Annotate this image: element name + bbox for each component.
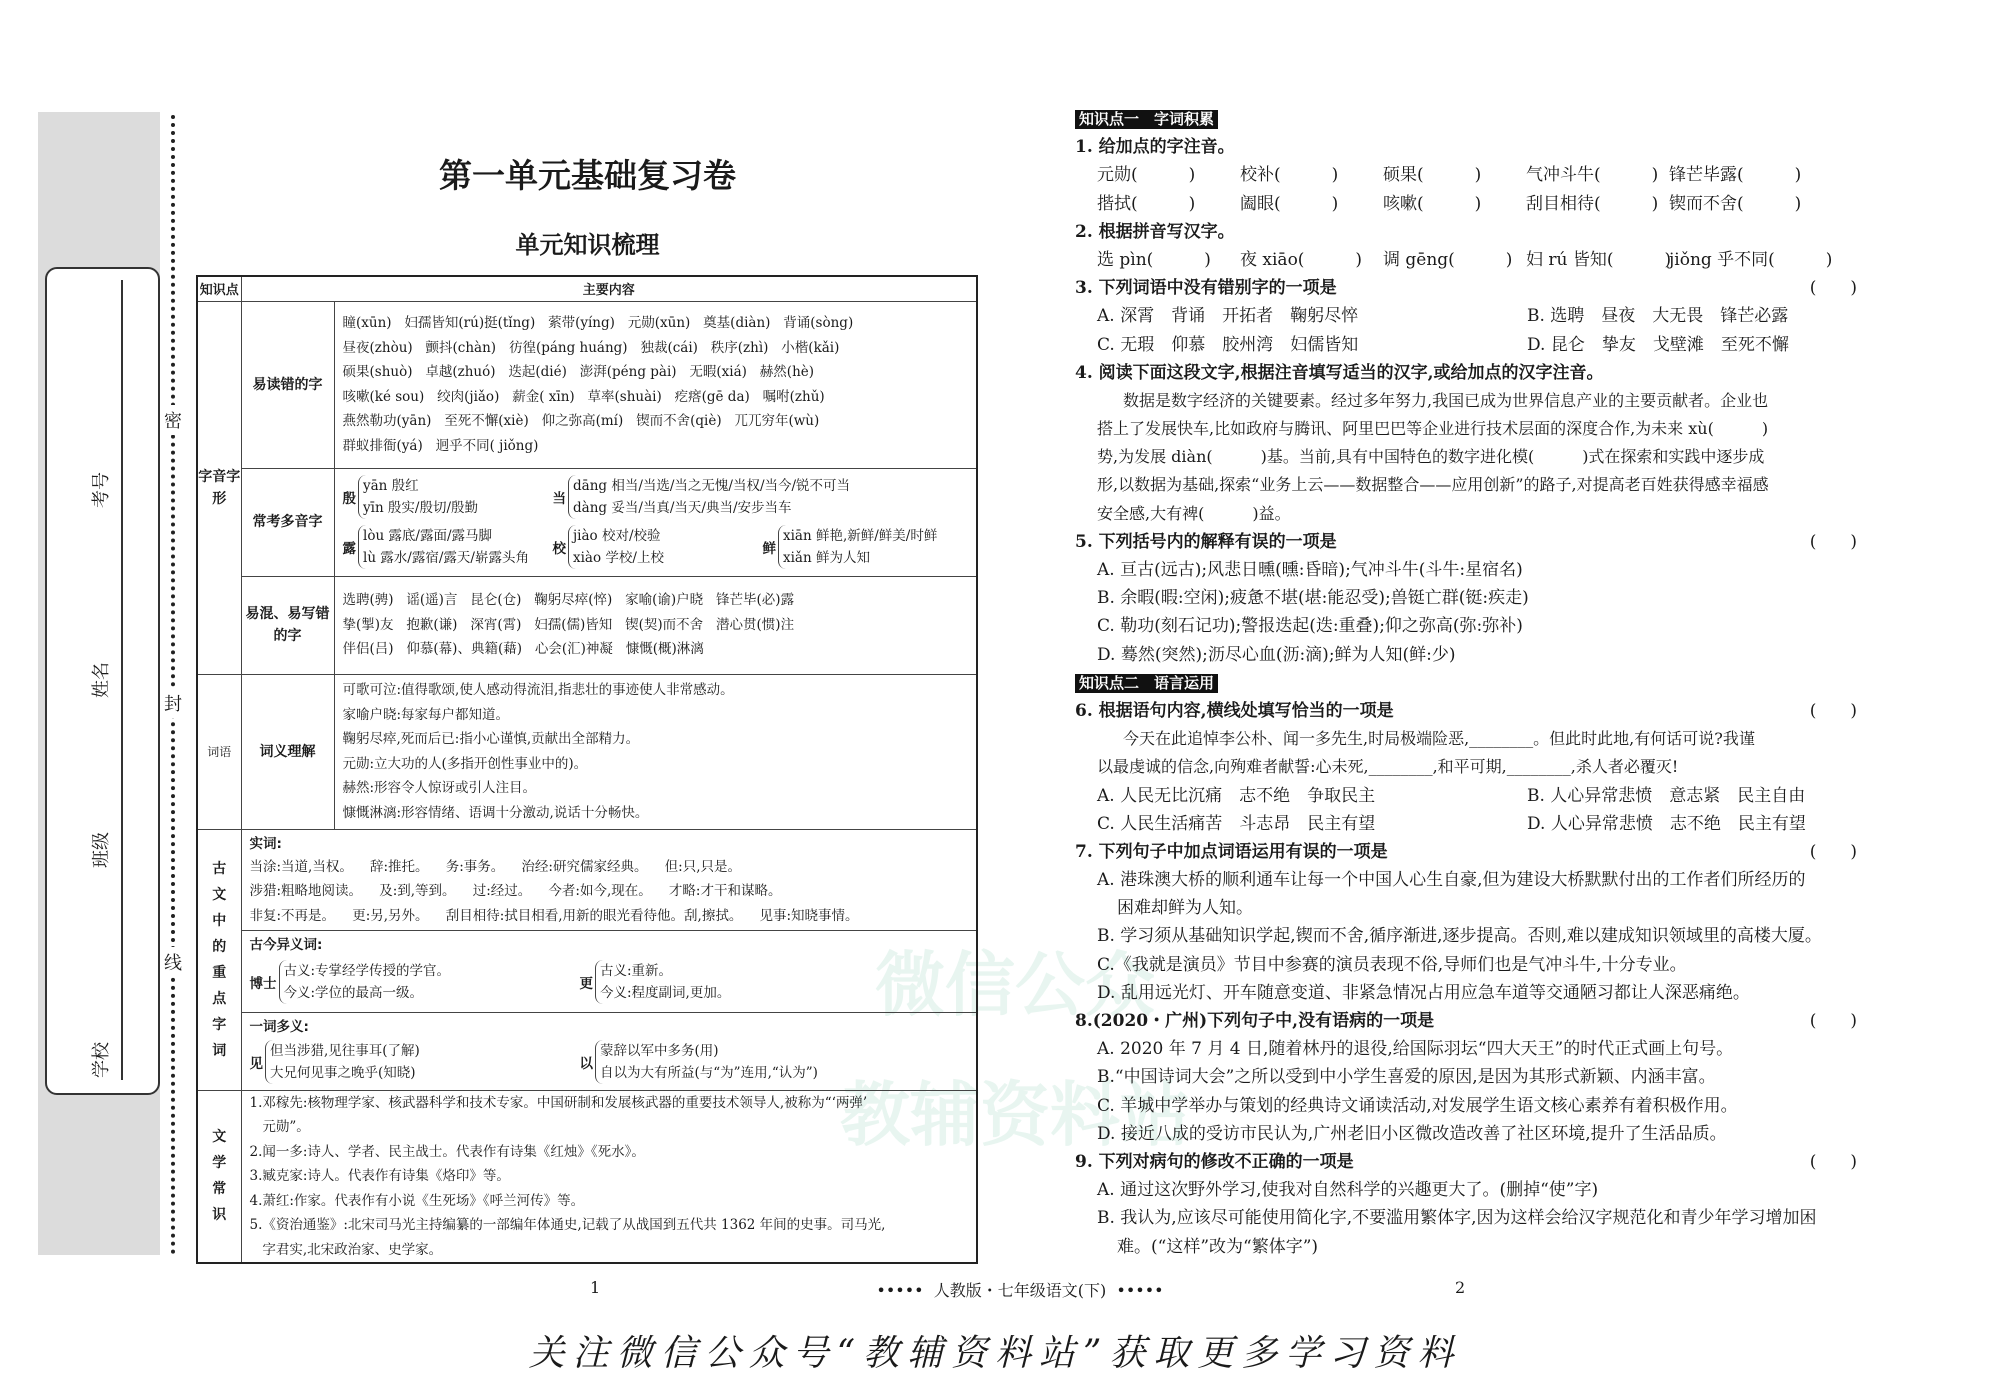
question-text: 7. 下列句子中加点词语运用有误的一项是 [1075,841,1388,862]
question-text: 4. 阅读下面这段文字,根据注音填写适当的汉字,或给加点的汉字注音。 [1075,362,1604,383]
fill-item: 锲而不舍( ) [1669,193,1802,214]
option-row [1075,1233,1865,1261]
text-line: 元勋”。 [249,1119,310,1135]
option-row [1075,951,1865,979]
option-row [1075,782,1865,810]
section-label: 知识点一 字词积累 [1075,110,1218,129]
option: B. 人心异常悲愤 意志紧 民主自由 [1527,785,1806,806]
ciyi-cell [334,674,977,829]
option: D. 蓦然(突然);沥尽心血(沥:滴);鲜为人知(鲜:少) [1097,644,1456,665]
passage-line [1075,500,1865,528]
section-label: 知识点二 语言运用 [1075,674,1218,693]
fill-item: 刮目相待( ) [1526,193,1659,214]
text-line: 赫然:形容令人惊讶或引人注目。 [342,780,537,796]
label-duoyin: 常考多音字 [241,468,334,576]
option: D. 乱用远光灯、开车随意变道、非紧急情况占用应急车道等交通陋习都让人深恶痛绝。 [1097,982,1750,1003]
answer-bracket[interactable]: ( ) [1809,278,1857,299]
text-line: 家喻户晓:每家每户都知道。 [342,706,510,723]
polyphone: 校 jiào 校对/校验 xiào 学校/上校 [545,522,755,572]
passage-text: 形,以数据为基础,探索“业务上云——数据整合——应用创新”的路子,对提高老百姓获得感幸福感 [1097,475,1769,495]
shici-label: 实词: [249,835,282,852]
option: A. 人民无比沉痛 志不绝 争取民主 [1097,785,1376,806]
text-line: 昼夜(zhòu) 颤抖(chàn) 彷徨(páng huáng) 独裁(cái) 秩序(zhì) 小楷(kǎi) [342,339,840,356]
option: B. 余暇(暇:空闲);疲惫不堪(堪:能忍受);兽铤亡群(铤:疾走) [1097,588,1529,609]
option-row [1075,584,1865,612]
text-line: 涉猎:粗略地阅读。 及:到,等到。 过:经过。 今者:如今,现在。 才略:才干和谋略。 [249,883,782,899]
question-text: 6. 根据语句内容,横线处填写恰当的一项是 [1075,700,1394,721]
fill-item: jiǒng 乎不同( ) [1669,249,1833,270]
text-line: 3.臧克家:诗人。代表作有诗集《烙印》等。 [249,1168,510,1184]
polyphone: 鲜 xiān 鲜艳,新鲜/鲜美/时鲜 xiǎn 鲜为人知 [755,522,938,572]
passage-text: 今天在此追悼李公朴、闻一多先生,时局极端险恶,________。但此时此地,有何话可说?我谨 [1123,729,1755,749]
text-line: 可歌可泣:值得歌颂,使人感动得流泪,指悲壮的事迹使人非常感动。 [342,682,734,698]
group-zixing: 字音字形 [197,301,241,674]
question-text: 9. 下列对病句的修改不正确的一项是 [1075,1151,1354,1172]
fill-item: 校补( ) [1240,165,1339,186]
group-guwen: 古文中的重点字词 [197,829,241,1090]
passage-text: 势,为发展 diàn( )基。当前,具有中国特色的数字进化模( )式在探索和实践中逐步成 [1097,447,1765,467]
option: A. 通过这次野外学习,使我对自然科学的兴趣更大了。(删掉“使”字) [1097,1180,1599,1201]
footer-edition: ••••• 人教版・七年级语文(下) ••••• [876,1281,1164,1300]
text-line: 1.邓稼先:核物理学家、核武器科学和技术专家。中国研制和发展核武器的重要技术领导人,被称为“‘两弹’ [249,1094,868,1111]
question-text: 3. 下列词语中没有错别字的一项是 [1075,278,1337,299]
fill-item: 阖眼( ) [1240,193,1339,214]
header-knowledge-point: 知识点 [197,276,241,301]
answer-bracket[interactable]: ( ) [1809,1011,1857,1031]
question-stem [1075,218,1865,246]
yihun-cell [334,576,977,674]
option-row [1075,1035,1865,1063]
seal-char: 密 [164,405,182,435]
option: 困难却鲜为人知。 [1117,898,1253,919]
text-line: 鞠躬尽瘁,死而后已:指小心谨慎,贡献出全部精力。 [342,731,640,747]
option: B.“中国诗词大会”之所以受到中小学生喜爱的原因,是因为其形式新颖、内涵丰富。 [1097,1067,1716,1088]
text-line: 瞳(xūn) 妇孺皆知(rú)挺(tǐng) 萦带(yíng) 元勋(xūn) 奠基(diàn) 背诵(sòng) [342,315,854,331]
question-text: 8.(2020・广州)下列句子中,没有语病的一项是 [1075,1011,1435,1031]
text-line: 当涂:当道,当权。 辞:推托。 务:事务。 治经:研究儒家经典。 但:只,只是。 [249,858,741,875]
polyphone: 殷 yān 殷红 yīn 殷实/殷切/殷勤 [335,472,545,522]
passage-line [1075,753,1865,781]
passage-line [1075,471,1865,499]
duoyi-item: 见 但当涉猎,见往事耳(了解) 大兄何见事之晚乎(知晓) [250,1038,580,1086]
option: C. 无瑕 仰慕 胶州湾 妇儒皆知 [1097,334,1359,355]
question-text: 2. 根据拼音写汉字。 [1075,221,1235,242]
handwritten-promo: 关注微信公众号“教辅资料站”获取更多学习资料 [528,1333,1462,1374]
question-stem [1075,838,1865,866]
fill-item: 气冲斗牛( ) [1526,165,1659,186]
text-line: 慷慨淋漓:形容情绪、语调十分激动,说话十分畅快。 [342,804,649,821]
text-line: 咳嗽(ké sou) 绞肉(jiǎo) 薪金( xīn) 草率(shuài) 疙瘩(gē da) 嘱咐(zhǔ) [342,388,825,405]
fill-row [1075,246,1865,274]
passage-text: 安全感,大有裨( )益。 [1097,503,1291,523]
option-row [1075,894,1865,922]
gujin-item: 博士 古义:专掌经学传授的学官。 今义:学位的最高一级。 [250,956,580,1008]
fill-item: 调 gēng( ) [1383,249,1513,270]
question-text: 5. 下列括号内的解释有误的一项是 [1075,531,1337,552]
polyphone: 当 dāng 相当/当选/当之无愧/当权/当今/锐不可当 dàng 妥当/当真/当天/典当/安步当车 [545,472,851,522]
text-line: 群蚁排衙(yá) 迥乎不同( jiǒng) [342,437,539,454]
answer-bracket[interactable]: ( ) [1809,1151,1857,1172]
passage-line [1075,443,1865,471]
option-row [1075,1092,1865,1120]
duoyin-cell [334,468,977,576]
passage-text: 搭上了发展快车,比如政府与腾讯、阿里巴巴等企业进行技术层面的深度合作,为未来 xù( ) [1097,419,1769,439]
option: B. 我认为,应该尽可能使用简化字,不要滥用繁体字,因为这样会给汉字规范化和青少年学习增加困 [1097,1208,1817,1229]
option-row [1075,1063,1865,1091]
option-row [1075,556,1865,584]
name-label: 姓名 [87,658,113,702]
page-title: 第一单元基础复习卷 [439,156,736,195]
text-line: 字君实,北宋政治家、史学家。 [249,1241,443,1258]
duoyi-item: 以 蒙辞以军中多务(用) 自以为大有所益(与“为”连用,“认为”) [580,1038,818,1086]
text-line: 元勋:立大功的人(多指开创性事业中的)。 [342,755,588,772]
answer-bracket[interactable]: ( ) [1809,531,1857,552]
watermark: 微信公众 教辅资料站 [840,944,1190,1156]
section-tag [1075,105,1865,133]
answer-bracket[interactable]: ( ) [1809,700,1857,721]
knowledge-table [196,275,978,1264]
exam-number-label: 考号 [87,468,113,512]
option: D. 昆仑 挚友 戈壁滩 至死不懈 [1527,334,1789,355]
answer-bracket[interactable]: ( ) [1809,841,1857,862]
yidu-cell [334,301,977,468]
text-line: 非复:不再是。 更:另,另外。 刮目相待:拭目相看,用新的眼光看待他。刮,擦拭。 见事:知晓事情。 [249,907,859,924]
seal-dotted-line [171,115,175,1255]
option: B. 学习须从基础知识学起,锲而不舍,循序渐进,逐步提高。否则,难以建成知识领域里的高楼大厦。 [1097,926,1822,947]
option: D. 接近八成的受访市民认为,广州老旧小区微改造改善了社区环境,提升了生活品质。 [1097,1123,1727,1144]
fill-item: 元勋( ) [1097,165,1196,186]
option-row [1075,922,1865,950]
option-row [1075,331,1865,359]
option-row [1075,302,1865,330]
fill-item: 妇 rú 皆知( ) [1526,249,1672,270]
questions-column [1075,105,1865,1261]
option: 难。(“这样”改为“繁体字”) [1117,1236,1319,1257]
option: A. 深霄 背诵 开拓者 鞠躬尽悴 [1097,306,1359,327]
fill-item: 硕果( ) [1383,165,1482,186]
header-main-content: 主要内容 [241,276,977,301]
section-tag [1075,669,1865,697]
option: B. 选聘 昼夜 大无畏 锋芒必露 [1527,306,1789,327]
question-stem [1075,133,1865,161]
seal-char: 封 [164,688,182,718]
gujin-label: 古今异义词: [249,936,323,953]
option-row [1075,641,1865,669]
option-row [1075,1204,1865,1232]
fill-row [1075,190,1865,218]
fill-item: 夜 xiāo( ) [1240,249,1363,270]
option: C. 人民生活痛苦 斗志昂 民主有望 [1097,813,1376,834]
fill-item: 揩拭( ) [1097,193,1196,214]
passage-line [1075,725,1865,753]
question-stem [1075,528,1865,556]
question-text: 1. 给加点的字注音。 [1075,137,1235,158]
text-line: 选聘(骋) 谣(遥)言 昆仑(仓) 鞠躬尽瘁(悴) 家喻(谕)户晓 锋芒毕(必)露 [342,592,795,609]
option: A. 2020 年 7 月 4 日,随着林丹的退役,给国际羽坛“四大天王”的时代正式画上句号。 [1097,1039,1734,1060]
text-line: 硕果(shuò) 卓越(zhuó) 迭起(dié) 澎湃(péng pài) 无暇(xiá) 赫然(hè) [342,364,815,380]
question-stem [1075,1007,1865,1035]
option: D. 人心异常悲愤 志不绝 民主有望 [1527,813,1806,834]
group-ciyu: 词语 [197,674,241,829]
section-subtitle: 单元知识梳理 [515,230,660,259]
seal-char: 线 [164,947,182,977]
duoyi-label: 一词多义: [249,1018,309,1035]
option-row [1075,979,1865,1007]
fill-row [1075,161,1865,189]
option-row [1075,810,1865,838]
option: A. 亘古(远古);风悲日曛(曛:昏暗);气冲斗牛(斗牛:星宿名) [1097,560,1523,580]
option: C.《我就是演员》节目中参赛的演员表现不俗,导师们也是气冲斗牛,十分专业。 [1097,954,1687,975]
question-stem [1075,1148,1865,1176]
question-stem [1075,697,1865,725]
label-yihun: 易混、易写错的字 [241,576,334,674]
option-row [1075,612,1865,640]
passage-text: 以最虔诚的信念,向殉难者献誓:心未死,________,和平可期,________,杀人者必覆灭! [1097,757,1679,777]
label-yidu: 易读错的字 [241,301,334,468]
wenxue-cell [241,1090,977,1263]
option-row [1075,1120,1865,1148]
passage-line [1075,387,1865,415]
text-line: 燕然勒功(yān) 至死不懈(xiè) 仰之弥高(mí) 锲而不舍(qiè) 兀兀穷年(wù) [342,413,820,429]
passage-line [1075,415,1865,443]
passage-text: 数据是数字经济的关键要素。经过多年努力,我国已成为世界信息产业的主要贡献者。企业也 [1123,390,1769,410]
text-line: 挚(掣)友 抱歉(谦) 深宵(霄) 妇孺(儒)皆知 锲(契)而不舍 潜心贯(惯)注 [342,616,795,633]
page-number-left: 1 [590,1278,601,1297]
question-stem [1075,274,1865,302]
option-row [1075,866,1865,894]
option-row [1075,1176,1865,1204]
text-line: 5.《资治通鉴》:北宋司马光主持编纂的一部编年体通史,记载了从战国到五代共 1362 年间的史事。司马光, [249,1217,886,1233]
text-line: 伴侣(吕) 仰慕(幕)、典籍(藉) 心会(汇)神凝 慷慨(概)淋漓 [342,641,704,658]
gujin-item: 更 古义:重新。 今义:程度副词,更加。 [580,956,731,1008]
fill-item: 咳嗽( ) [1383,193,1482,214]
label-ciyi: 词义理解 [241,674,334,829]
guwen-cell [241,829,977,1090]
fill-item: 选 pìn( ) [1097,249,1211,270]
polyphone: 露 lòu 露底/露面/露马脚 lù 露水/露宿/露天/崭露头角 [335,522,545,572]
option: C. 羊城中学举办与策划的经典诗文诵读活动,对发展学生语文核心素养有着积极作用。 [1097,1095,1738,1116]
option: A. 港珠澳大桥的顺利通车让每一个中国人心生自豪,但为建设大桥默默付出的工作者们所经历的 [1097,870,1806,891]
option: C. 勒功(刻石记功);警报迭起(迭:重叠);仰之弥高(弥:弥补) [1097,616,1523,637]
fill-line [121,280,123,1080]
class-label: 班级 [87,828,113,872]
question-stem [1075,359,1865,387]
fill-item: 锋芒毕露( ) [1669,165,1802,186]
page-number-right: 2 [1455,1278,1466,1297]
school-label: 学校 [87,1038,113,1082]
text-line: 4.萧红:作家。代表作有小说《生死场》《呼兰河传》等。 [249,1192,585,1209]
group-wenxue: 文学常识 [197,1090,241,1263]
text-line: 2.闻一多:诗人、学者、民主战士。代表作有诗集《红烛》《死水》。 [249,1143,645,1160]
